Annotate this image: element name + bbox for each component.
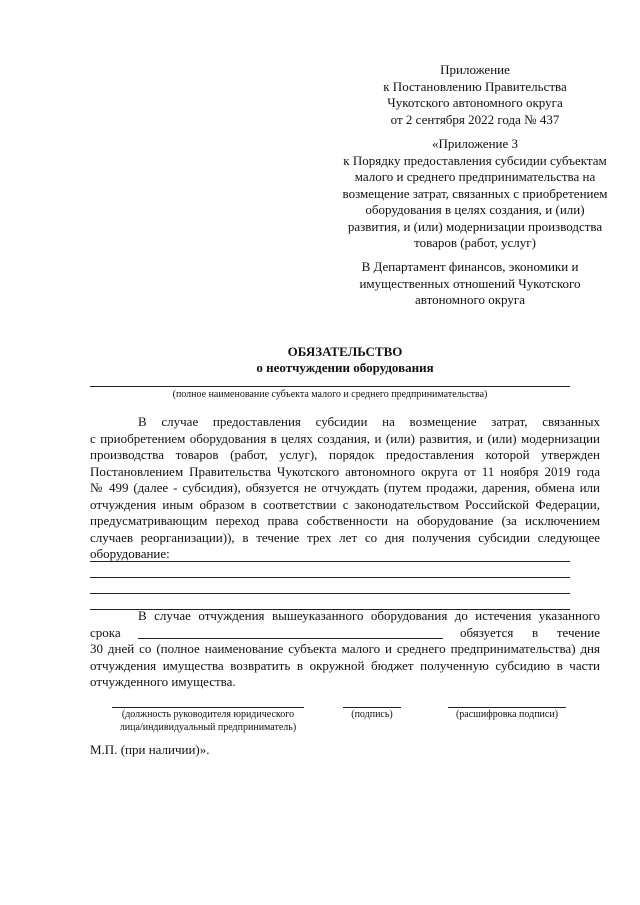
approval-line: Приложение — [440, 62, 510, 77]
paragraph-line: случаев реорганизации)), в течение трех лет со дня получения субсидии следующее — [90, 529, 600, 545]
paragraph-line: с приобретением оборудования в целях создания, и (или) развития, и (или) модернизации — [90, 430, 600, 446]
paragraph-line: предусматривающим переход права собственности на оборудование (за исключением — [90, 513, 600, 528]
position-caption-line: лица/индивидуальный предприниматель) — [119, 722, 297, 733]
title-main: ОБЯЗАТЕЛЬСТВО — [287, 344, 403, 359]
annex-header — [330, 136, 620, 252]
recipient-line: имущественных отношений Чукотского — [359, 275, 581, 291]
paragraph-line: Постановлением Правительства Чукотского автономного округа от 11 ноября 2019 года — [90, 463, 600, 479]
position-caption-line: (должность руководителя юридического — [121, 709, 295, 720]
subject-name-caption: (полное наименование субъекта малого и среднего предпринимательства) — [172, 389, 488, 400]
approval-header — [370, 62, 580, 128]
paragraph-line: отчужденного имущества. — [90, 674, 236, 689]
term-word: срока — [90, 624, 121, 640]
paragraph-line: оборудование: — [90, 546, 170, 561]
equipment-line — [90, 577, 570, 578]
paragraph-line: производства товаров (работ, услуг), порядок предоставления которой утвержден — [90, 447, 600, 462]
subject-name-blank — [138, 638, 443, 639]
title-sub: о неотчуждении оборудования — [256, 360, 434, 375]
annex-line: оборудования в целях создания, и (или) — [365, 202, 585, 217]
recipient-line: В Департамент финансов, экономики и — [361, 259, 579, 274]
annex-line: к Порядку предоставления субсидии субъектам — [343, 152, 607, 168]
recipient-header — [350, 259, 590, 309]
paragraph-line: 30 дней со (полное наименование субъекта малого и среднего предпринимательства) дня — [90, 641, 600, 656]
term-word: в — [532, 624, 539, 640]
paragraph-line: отчуждения имущества возвратить в окружной бюджет полученную субсидию в части — [90, 657, 600, 673]
recipient-line: автономного округа — [415, 292, 525, 307]
paragraph-line: В случае отчуждения вышеуказанного оборудования до истечения указанного — [138, 608, 600, 623]
signature-caption: (подпись) — [351, 709, 393, 720]
subject-name-line — [90, 386, 570, 387]
approval-line: к Постановлению Правительства — [383, 78, 567, 94]
obligation-paragraph — [90, 414, 600, 563]
annex-line: товаров (работ, услуг) — [414, 235, 536, 250]
position-caption — [108, 708, 308, 734]
equipment-line — [90, 593, 570, 594]
stamp-note: М.П. (при наличии)». — [90, 742, 210, 757]
approval-line: от 2 сентября 2022 года № 437 — [390, 111, 560, 127]
equipment-line — [90, 561, 570, 562]
term-word: течение — [556, 624, 600, 640]
paragraph-line: отчуждения иным образом в соответствии с законодательством Российской Федерации, — [90, 496, 600, 512]
paragraph-line: В случае предоставления субсидии на возмещение затрат, связанных — [138, 414, 600, 429]
annex-line: малого и среднего предпринимательства на — [354, 169, 596, 184]
alienation-paragraph — [90, 608, 600, 691]
annex-line: «Приложение 3 — [431, 136, 519, 151]
paragraph-line: № 499 (далее - субсидия), обязуется не отчуждать (путем продажи, дарения, обмена или — [90, 480, 600, 495]
approval-line: Чукотского автономного округа — [387, 95, 563, 110]
annex-line: возмещение затрат, связанных с приобретением — [342, 185, 608, 201]
document-title — [90, 344, 600, 376]
decoding-caption: (расшифровка подписи) — [455, 709, 559, 720]
term-word: обязуется — [460, 624, 514, 640]
annex-line: развития, и (или) модернизации производства — [347, 218, 603, 234]
